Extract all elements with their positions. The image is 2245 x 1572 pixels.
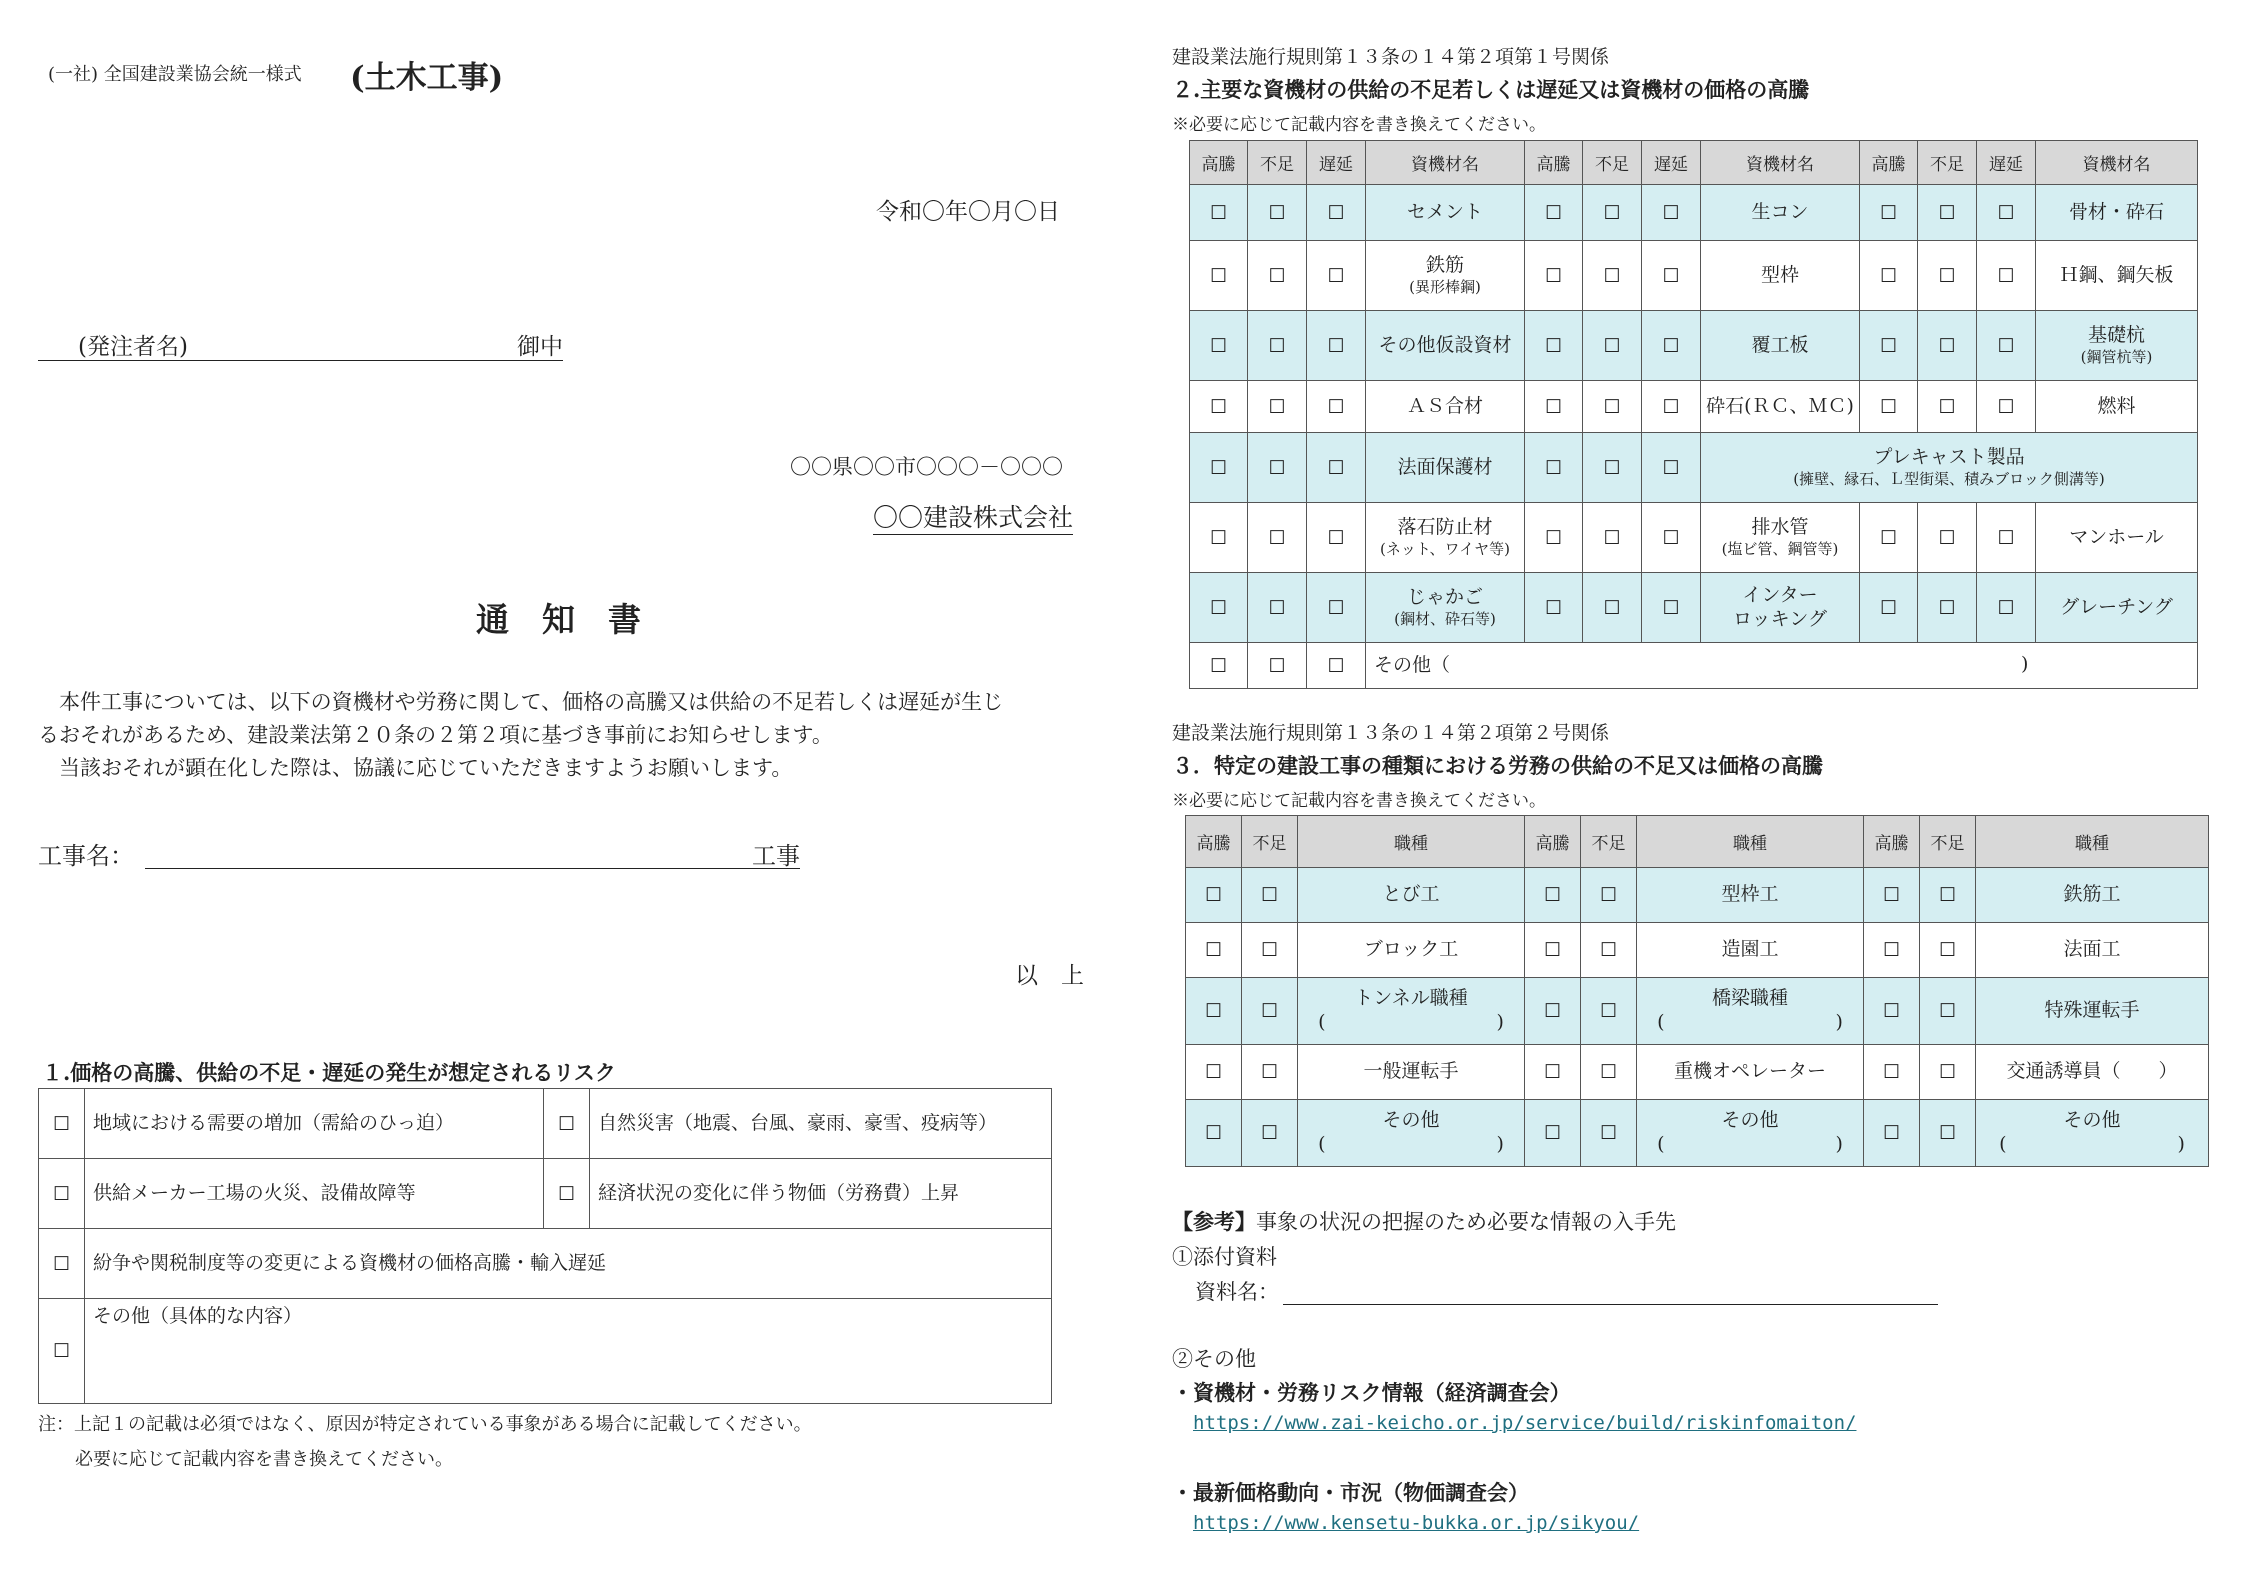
checkbox[interactable]: ☐ — [1186, 1045, 1242, 1100]
checkbox[interactable]: ☐ — [1642, 185, 1701, 241]
material-name — [2036, 503, 2198, 573]
checkbox[interactable]: ☐ — [1918, 573, 1977, 643]
reference-link-2[interactable]: https://www.kensetu-bukka.or.jp/sikyou/ — [1193, 1512, 1640, 1534]
project-suffix: 工事 — [752, 842, 800, 870]
trade-label: 造園工 — [1721, 938, 1779, 961]
checkbox[interactable]: ☐ — [1242, 1045, 1298, 1100]
material-label: 鉄筋 — [1425, 254, 1464, 277]
material-label: 排水管 — [1751, 516, 1809, 539]
material-other-close: ) — [2021, 653, 2029, 675]
material-detail: (異形棒鋼) — [1409, 278, 1481, 296]
checkbox[interactable]: ☐ — [1307, 185, 1366, 241]
address: 〇〇県〇〇市〇〇〇－〇〇〇 — [790, 455, 1063, 479]
checkbox[interactable]: ☐ — [1920, 978, 1976, 1045]
section2-title: ２.主要な資機材の供給の不足若しくは遅延又は資機材の価格の高騰 — [1172, 77, 1810, 102]
checkbox[interactable]: ☐ — [1581, 1100, 1637, 1167]
material-label: ＡＳ合材 — [1406, 394, 1483, 417]
material-name — [2036, 185, 2198, 241]
material-label: 基礎杭 — [2087, 324, 2145, 347]
trade-name — [1298, 1045, 1525, 1100]
trade-label: 橋梁職種 — [1711, 987, 1788, 1010]
body-paragraph-2: るおそれがあるため、建設業法第２０条の２第２項に基づき事前にお知らせします。 — [38, 723, 833, 747]
recipient-suffix: 御中 — [517, 334, 563, 360]
checkbox[interactable]: ☐ — [1642, 381, 1701, 433]
reference-heading-bold: 【参考】 — [1172, 1209, 1256, 1234]
table-header: 不足 — [1920, 816, 1976, 868]
checkbox[interactable]: ☐ — [1583, 185, 1642, 241]
trade-label: 法面工 — [2063, 938, 2121, 961]
checkbox[interactable]: ☐ — [1248, 185, 1307, 241]
checkbox[interactable]: ☐ — [1581, 1045, 1637, 1100]
reference-item-1: ①添付資料 — [1172, 1245, 1277, 1269]
material-other-label: その他（ — [1374, 653, 1451, 676]
table-header: 不足 — [1583, 141, 1642, 185]
risk-tariff: 紛争や関税制度等の変更による資機材の価格高騰・輸入遅延 — [85, 1229, 1052, 1299]
checkbox[interactable]: ☐ — [39, 1159, 85, 1229]
checkbox[interactable]: ☐ — [1190, 241, 1248, 311]
checkbox[interactable]: ☐ — [1920, 868, 1976, 923]
checkbox[interactable]: ☐ — [1583, 573, 1642, 643]
table-header: 職種 — [1298, 816, 1525, 868]
checkbox[interactable]: ☐ — [1525, 241, 1583, 311]
table-row — [1190, 241, 2198, 311]
checkbox[interactable]: ☐ — [1248, 311, 1307, 381]
checkbox[interactable]: ☐ — [544, 1159, 590, 1229]
table-header: 高騰 — [1860, 141, 1918, 185]
reference-doc-line[interactable] — [1283, 1276, 1938, 1305]
table-header: 遅延 — [1977, 141, 2036, 185]
table-header: 高騰 — [1525, 141, 1583, 185]
checkbox[interactable]: ☐ — [1525, 573, 1583, 643]
section2-law: 建設業法施行規則第１３条の１４第２項第１号関係 — [1172, 46, 1610, 68]
checkbox[interactable]: ☐ — [1190, 311, 1248, 381]
checkbox[interactable]: ☐ — [1186, 868, 1242, 923]
material-label: 骨材・砕石 — [2068, 200, 2164, 223]
trade-name — [1298, 1100, 1525, 1167]
section1-table — [38, 1088, 1052, 1404]
checkbox[interactable]: ☐ — [1920, 1045, 1976, 1100]
trade-name — [1637, 923, 1864, 978]
material-other[interactable] — [1366, 643, 2198, 689]
checkbox[interactable]: ☐ — [1977, 381, 2036, 433]
checkbox[interactable]: ☐ — [1248, 381, 1307, 433]
checkbox[interactable]: ☐ — [1860, 381, 1918, 433]
material-label: 生コン — [1751, 200, 1809, 223]
risk-other[interactable]: その他（具体的な内容） — [85, 1299, 1052, 1404]
material-name — [1366, 381, 1525, 433]
project-name-line[interactable] — [145, 836, 800, 869]
checkbox[interactable]: ☐ — [39, 1089, 85, 1159]
risk-disaster: 自然災害（地震、台風、豪雨、豪雪、疫病等） — [590, 1089, 1052, 1159]
checkbox[interactable]: ☐ — [1583, 311, 1642, 381]
checkbox[interactable]: ☐ — [1525, 1045, 1581, 1100]
table-header: 遅延 — [1642, 141, 1701, 185]
trade-label: 交通誘導員（ ） — [2006, 1060, 2178, 1083]
checkbox[interactable]: ☐ — [1581, 978, 1637, 1045]
material-name — [1366, 573, 1525, 643]
checkbox[interactable]: ☐ — [1864, 923, 1920, 978]
material-label: 砕石(ＲＣ、ＭＣ) — [1706, 394, 1854, 417]
material-name — [1701, 433, 2198, 503]
checkbox[interactable]: ☐ — [1642, 241, 1701, 311]
material-name — [1366, 433, 1525, 503]
trade-name — [1976, 978, 2209, 1045]
material-name — [1701, 311, 1860, 381]
trade-label: トンネル職種 — [1354, 987, 1468, 1010]
checkbox[interactable]: ☐ — [1864, 868, 1920, 923]
checkbox[interactable]: ☐ — [1190, 643, 1248, 689]
trade-name — [1976, 923, 2209, 978]
checkbox[interactable]: ☐ — [544, 1089, 590, 1159]
material-detail: (ネット、ワイヤ等) — [1380, 540, 1510, 558]
trade-label: とび工 — [1382, 883, 1440, 906]
section1-note-1: 注：上記１の記載は必須ではなく、原因が特定されている事象がある場合に記載してください。 — [38, 1414, 812, 1435]
checkbox[interactable]: ☐ — [1307, 241, 1366, 311]
material-name — [2036, 311, 2198, 381]
checkbox[interactable]: ☐ — [1186, 1100, 1242, 1167]
section2-table — [1189, 140, 2198, 689]
risk-demand: 地域における需要の増加（需給のひっ迫） — [85, 1089, 544, 1159]
checkbox[interactable]: ☐ — [1190, 185, 1248, 241]
checkbox[interactable]: ☐ — [1186, 978, 1242, 1045]
checkbox[interactable]: ☐ — [1977, 241, 2036, 311]
reference-link1-title: ・資機材・労務リスク情報（経済調査会） — [1172, 1380, 1571, 1405]
section3-table — [1185, 815, 2209, 1167]
material-label: 法面保護材 — [1397, 455, 1493, 478]
checkbox[interactable]: ☐ — [1525, 503, 1583, 573]
checkbox[interactable]: ☐ — [1248, 573, 1307, 643]
trade-label: その他 — [1721, 1109, 1779, 1132]
section3-law: 建設業法施行規則第１３条の１４第２項第２号関係 — [1172, 722, 1610, 744]
checkbox[interactable]: ☐ — [1525, 185, 1583, 241]
material-name — [2036, 241, 2198, 311]
table-row — [1190, 573, 2198, 643]
checkbox[interactable]: ☐ — [1525, 978, 1581, 1045]
material-label: インター — [1742, 583, 1818, 606]
trade-label: その他 — [2063, 1109, 2121, 1132]
trade-label: 特殊運転手 — [2044, 999, 2140, 1022]
recipient-name: (発注者名) — [78, 334, 188, 360]
checkbox[interactable]: ☐ — [1864, 1045, 1920, 1100]
checkbox[interactable]: ☐ — [1242, 868, 1298, 923]
table-header: 職種 — [1637, 816, 1864, 868]
material-detail: ロッキング — [1732, 607, 1828, 630]
checkbox[interactable]: ☐ — [1583, 241, 1642, 311]
body-paragraph-1: 本件工事については、以下の資機材や労務に関して、価格の高騰又は供給の不足若しくは遅延が生じ — [38, 690, 1004, 714]
reference-heading-text: 事象の状況の把握のため必要な情報の入手先 — [1256, 1210, 1676, 1234]
checkbox[interactable]: ☐ — [1190, 381, 1248, 433]
checkbox[interactable]: ☐ — [1525, 1100, 1581, 1167]
form-type: (土木工事) — [350, 60, 504, 96]
trade-label: 重機オペレーター — [1673, 1060, 1826, 1083]
material-label: Ｈ鋼、鋼矢板 — [2059, 263, 2174, 286]
table-row — [1186, 868, 2209, 923]
checkbox[interactable]: ☐ — [1186, 923, 1242, 978]
table-header: 不足 — [1242, 816, 1298, 868]
checkbox[interactable]: ☐ — [1581, 868, 1637, 923]
body-paragraph-3: 当該おそれが顕在化した際は、協議に応じていただきますようお願いします。 — [38, 756, 793, 780]
checkbox[interactable]: ☐ — [1242, 923, 1298, 978]
checkbox[interactable]: ☐ — [1190, 573, 1248, 643]
checkbox[interactable]: ☐ — [1860, 311, 1918, 381]
checkbox[interactable]: ☐ — [1860, 503, 1918, 573]
trade-name — [1637, 1045, 1864, 1100]
material-label: マンホール — [2069, 525, 2164, 548]
trade-name — [1298, 923, 1525, 978]
checkbox[interactable]: ☐ — [1307, 503, 1366, 573]
checkbox[interactable]: ☐ — [39, 1299, 85, 1404]
trade-detail[interactable]: ( ) — [1657, 1011, 1843, 1033]
checkbox[interactable]: ☐ — [1190, 433, 1248, 503]
checkbox[interactable]: ☐ — [1248, 643, 1307, 689]
document-title: 通 知 書 — [476, 600, 641, 639]
risk-factory: 供給メーカー工場の火災、設備故障等 — [85, 1159, 544, 1229]
material-name — [1701, 381, 1860, 433]
table-row — [1190, 643, 2198, 689]
trade-label: 鉄筋工 — [2063, 883, 2121, 906]
checkbox[interactable]: ☐ — [1642, 573, 1701, 643]
material-name — [1701, 185, 1860, 241]
table-header: 不足 — [1248, 141, 1307, 185]
checkbox[interactable]: ☐ — [1920, 923, 1976, 978]
trade-detail[interactable]: ( ) — [1657, 1133, 1843, 1155]
checkbox[interactable]: ☐ — [1307, 311, 1366, 381]
table-header: 不足 — [1918, 141, 1977, 185]
trade-detail[interactable]: ( ) — [1999, 1133, 2185, 1155]
trade-label: ブロック工 — [1363, 938, 1459, 961]
trade-name — [1637, 868, 1864, 923]
material-name — [2036, 381, 2198, 433]
table-header: 職種 — [1976, 816, 2209, 868]
table-row — [1190, 185, 2198, 241]
checkbox[interactable]: ☐ — [1977, 185, 2036, 241]
material-label: 燃料 — [2097, 394, 2136, 417]
material-label: じゃかご — [1406, 586, 1483, 609]
trade-name — [1637, 1100, 1864, 1167]
table-row — [1190, 381, 2198, 433]
checkbox[interactable]: ☐ — [1918, 503, 1977, 573]
table-row — [1186, 1045, 2209, 1100]
trade-detail[interactable]: ( ) — [1318, 1133, 1504, 1155]
material-label: プレキャスト製品 — [1873, 446, 2025, 469]
trade-detail[interactable]: ( ) — [1318, 1011, 1504, 1033]
checkbox[interactable]: ☐ — [1525, 381, 1583, 433]
table-header: 不足 — [1581, 816, 1637, 868]
section1-note-2: 必要に応じて記載内容を書き換えてください。 — [75, 1449, 453, 1470]
table-header: 高騰 — [1525, 816, 1581, 868]
risk-economy: 経済状況の変化に伴う物価（労務費）上昇 — [590, 1159, 1052, 1229]
checkbox[interactable]: ☐ — [39, 1229, 85, 1299]
material-label: 型枠 — [1760, 263, 1799, 286]
table-header: 資機材名 — [1366, 141, 1525, 185]
section1-title: １.価格の高騰、供給の不足・遅延の発生が想定されるリスク — [42, 1060, 616, 1085]
reference-heading — [1172, 1206, 1676, 1236]
checkbox[interactable]: ☐ — [1583, 381, 1642, 433]
table-header: 高騰 — [1864, 816, 1920, 868]
checkbox[interactable]: ☐ — [1642, 433, 1701, 503]
checkbox[interactable]: ☐ — [1581, 923, 1637, 978]
table-header: 資機材名 — [2036, 141, 2198, 185]
trade-label: 型枠工 — [1721, 883, 1779, 906]
material-detail: (鋼管杭等) — [2080, 348, 2153, 366]
section3-title: ３．特定の建設工事の種類における労務の供給の不足又は価格の高騰 — [1172, 753, 1823, 778]
material-detail: (擁壁、縁石、Ｌ型街渠、積みブロック側溝等) — [1793, 470, 2105, 488]
table-header: 高騰 — [1190, 141, 1248, 185]
material-name — [1366, 241, 1525, 311]
checkbox[interactable]: ☐ — [1307, 433, 1366, 503]
checkbox[interactable]: ☐ — [1977, 503, 2036, 573]
checkbox[interactable]: ☐ — [1864, 1100, 1920, 1167]
trade-name — [1976, 1045, 2209, 1100]
table-header: 高騰 — [1186, 816, 1242, 868]
checkbox[interactable]: ☐ — [1525, 923, 1581, 978]
section3-note: ※必要に応じて記載内容を書き換えてください。 — [1172, 791, 1546, 811]
table-row — [1190, 503, 2198, 573]
material-label: その他仮設資材 — [1378, 333, 1512, 356]
table-row — [1190, 433, 2198, 503]
checkbox[interactable]: ☐ — [1242, 978, 1298, 1045]
checkbox[interactable]: ☐ — [1977, 573, 2036, 643]
checkbox[interactable]: ☐ — [1307, 643, 1366, 689]
checkbox[interactable]: ☐ — [1525, 433, 1583, 503]
table-header: 遅延 — [1307, 141, 1366, 185]
checkbox[interactable]: ☐ — [1642, 311, 1701, 381]
checkbox[interactable]: ☐ — [1307, 573, 1366, 643]
table-row — [1186, 978, 2209, 1045]
material-detail: (塩ビ管、鋼管等) — [1721, 540, 1839, 558]
table-row — [1186, 923, 2209, 978]
closing-ijo: 以 上 — [1015, 963, 1084, 989]
material-label: 落石防止材 — [1397, 516, 1493, 539]
material-name — [2036, 573, 2198, 643]
checkbox[interactable]: ☐ — [1920, 1100, 1976, 1167]
reference-link-1[interactable]: https://www.zai-keicho.or.jp/service/build/riskinfomaiton/ — [1193, 1412, 1857, 1434]
checkbox[interactable]: ☐ — [1864, 978, 1920, 1045]
table-header: 資機材名 — [1701, 141, 1860, 185]
checkbox[interactable]: ☐ — [1977, 311, 2036, 381]
date: 令和〇年〇月〇日 — [876, 199, 1060, 225]
checkbox[interactable]: ☐ — [1860, 573, 1918, 643]
material-name — [1701, 503, 1860, 573]
checkbox[interactable]: ☐ — [1860, 241, 1918, 311]
org-label: (一社) 全国建設業協会統一様式 — [48, 64, 302, 85]
reference-link2-title: ・最新価格動向・市況（物価調査会） — [1172, 1480, 1529, 1505]
trade-name — [1637, 978, 1864, 1045]
material-name — [1366, 311, 1525, 381]
trade-name — [1976, 1100, 2209, 1167]
material-label: グレーチング — [2060, 595, 2173, 618]
material-name — [1366, 503, 1525, 573]
trade-label: 一般運転手 — [1363, 1060, 1459, 1083]
material-detail: (鋼材、砕石等) — [1394, 610, 1496, 628]
trade-name — [1976, 868, 2209, 923]
checkbox[interactable]: ☐ — [1642, 503, 1701, 573]
recipient-line — [38, 328, 563, 361]
checkbox[interactable]: ☐ — [1190, 503, 1248, 573]
section2-note: ※必要に応じて記載内容を書き換えてください。 — [1172, 115, 1546, 135]
reference-item-2: ②その他 — [1172, 1347, 1256, 1371]
checkbox[interactable]: ☐ — [1583, 433, 1642, 503]
trade-label: その他 — [1382, 1109, 1440, 1132]
checkbox[interactable]: ☐ — [1248, 241, 1307, 311]
table-row — [1190, 311, 2198, 381]
checkbox[interactable]: ☐ — [1583, 503, 1642, 573]
company-name: 〇〇建設株式会社 — [873, 498, 1073, 535]
checkbox[interactable]: ☐ — [1242, 1100, 1298, 1167]
material-label: 覆工板 — [1751, 333, 1809, 356]
checkbox[interactable]: ☐ — [1918, 311, 1977, 381]
checkbox[interactable]: ☐ — [1918, 381, 1977, 433]
trade-name — [1298, 868, 1525, 923]
checkbox[interactable]: ☐ — [1248, 433, 1307, 503]
checkbox[interactable]: ☐ — [1860, 185, 1918, 241]
checkbox[interactable]: ☐ — [1248, 503, 1307, 573]
checkbox[interactable]: ☐ — [1525, 868, 1581, 923]
checkbox[interactable]: ☐ — [1918, 241, 1977, 311]
reference-doc-label: 資料名： — [1195, 1280, 1279, 1304]
table-row — [1186, 1100, 2209, 1167]
material-name — [1701, 241, 1860, 311]
checkbox[interactable]: ☐ — [1307, 381, 1366, 433]
checkbox[interactable]: ☐ — [1918, 185, 1977, 241]
project-label: 工事名： — [38, 842, 134, 870]
material-label: セメント — [1406, 200, 1483, 223]
material-name — [1701, 573, 1860, 643]
trade-name — [1298, 978, 1525, 1045]
material-name — [1366, 185, 1525, 241]
checkbox[interactable]: ☐ — [1525, 311, 1583, 381]
